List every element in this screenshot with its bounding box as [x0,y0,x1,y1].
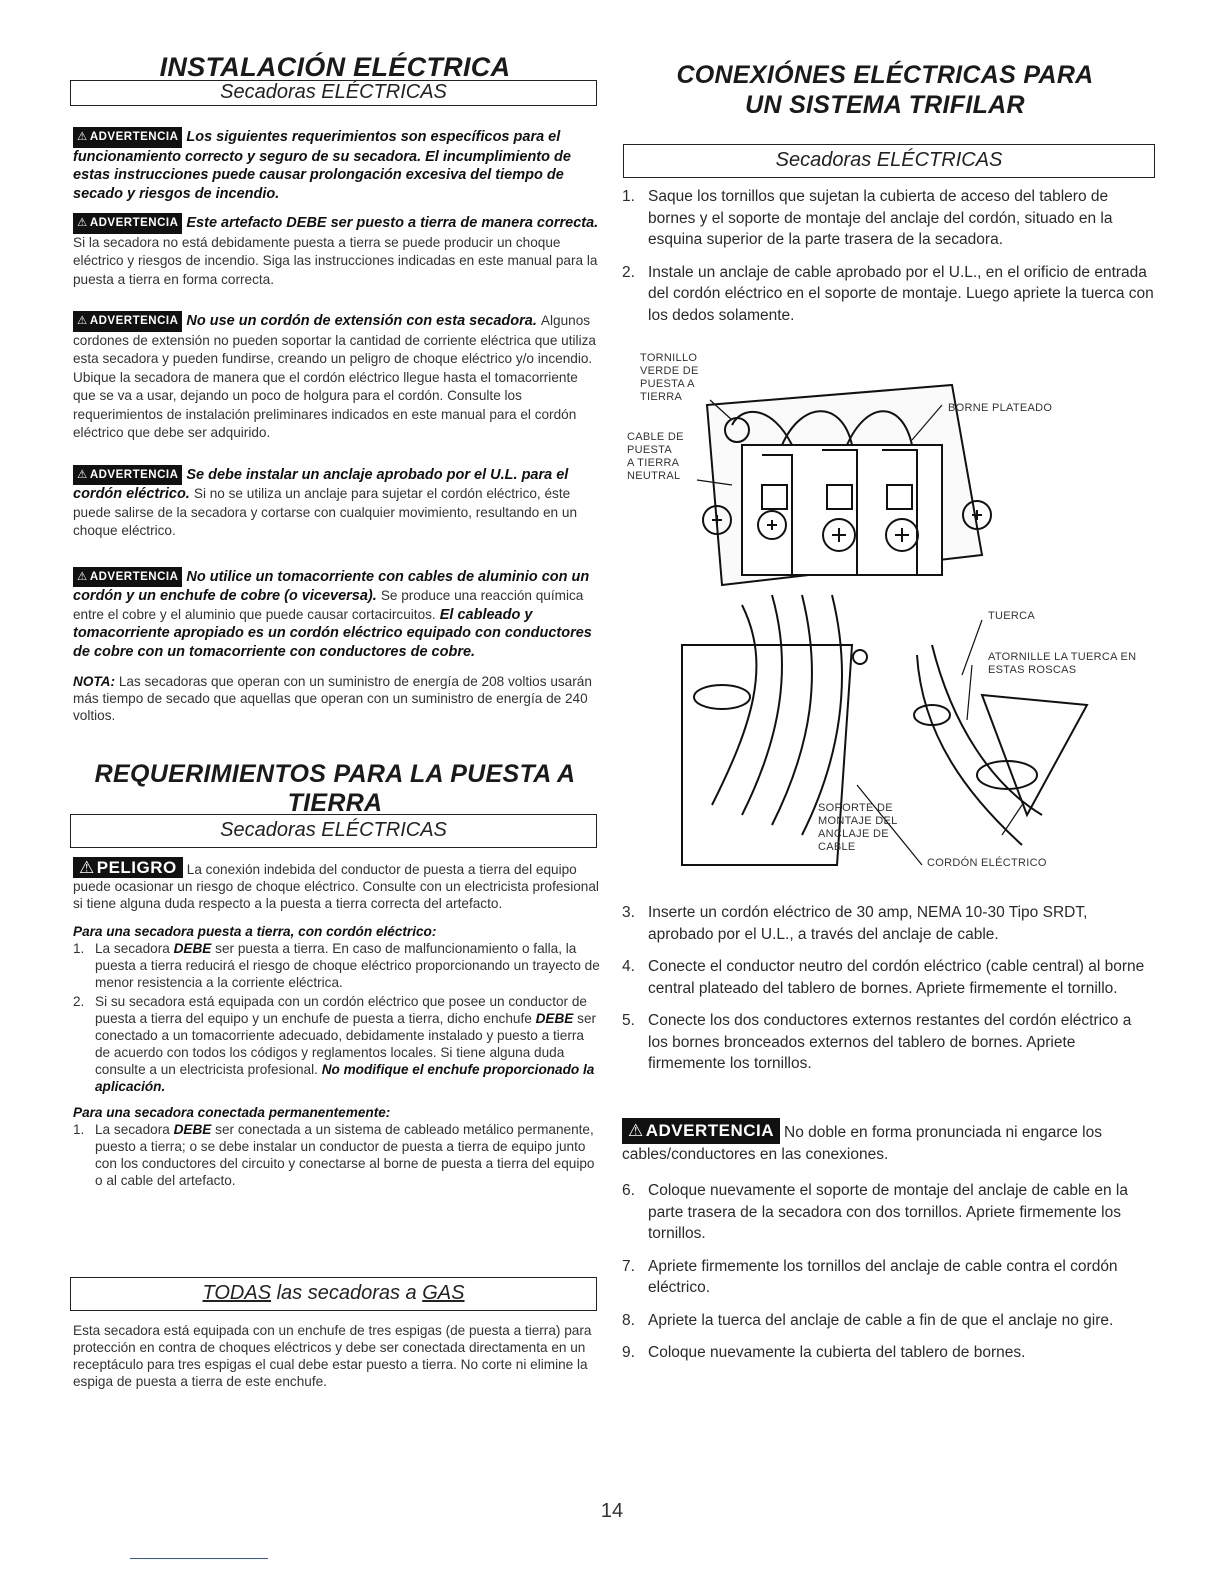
label-soporte: SOPORTE DE MONTAJE DEL ANCLAJE DE CABLE [818,802,898,853]
warning-5-bold2: El cableado y tomacorriente apropiado es un cordón eléctrico equipado con conductores de cobre con un tomacorriente con conductores de cobre. [73,606,592,660]
warning-right-text: No doble en forma pronunciada ni engarce los cables/conductores en las conexiones. [622,1124,1103,1163]
warning-5-text: Se produce una reacción química entre el cobre y el aluminio que puede causar cortacircuitos. [73,588,584,622]
section-title-puesta-a-tierra: REQUERIMIENTOS PARA LA PUESTA A TIERRA [94,760,576,817]
warning-5 [73,567,601,662]
warning-2-bold: Este artefacto DEBE ser puesto a tierra de manera correcta. [186,215,599,231]
list-item: 2. Instale un anclaje de cable aprobado por el U.L., en el orificio de entrada del cordón eléctrico en el soporte de montaje. Luego apriete la tuerca con los dedos solamente. [622,263,1154,324]
danger-block [73,857,601,912]
warning-badge: ⚠ ADVERTENCIA [73,465,182,486]
box-heading-secadoras-2: Secadoras ELÉCTRICAS [70,814,597,848]
list-item: 4. Conecte el conductor neutro del cordón eléctrico (cable central) al borne central plateado del tablero de bornes. Apriete firmemente el tornillo. [622,958,1145,997]
subheading-permanent: Para una secadora conectada permanentemente: [73,1105,391,1120]
gas-text: Esta secadora está equipada con un enchufe de tres espigas (de puesta a tierra) para protección en contra de choques eléctricos y debe ser conectada directamenta en un receptáculo para tres espigas el cual debe estar puesto a tierra. No corte ni elimine la espiga de puesta a tierra de este enchufe. [73,1323,592,1389]
warning-1-text: Los siguientes requerimientos son específicos para el funcionamiento correcto y seguro de su secadora. El incumplimiento de estas instrucciones puede causar prolongación excesiva del tiempo de secado y riesgos de incendio. [73,129,571,202]
subheading-cord: Para una secadora puesta a tierra, con cordón eléctrico: [73,924,437,939]
warning-4 [73,465,601,541]
gas-head-gas: GAS [422,1282,465,1304]
warning-4-text: Si no se utiliza un anclaje para sujetar el cordón eléctrico, éste puede salirse de la secadora y cortarse con cualquier movimiento, resultando en un choque eléctrico. [73,486,578,538]
nota [73,673,601,724]
label-cable: CABLE DE PUESTA A TIERRA NEUTRAL [627,431,684,482]
label-tuerca: TUERCA [988,610,1036,622]
danger-badge: ⚠ PELIGRO [73,857,183,878]
box-heading-gas [70,1277,597,1311]
warning-triangle-icon: ⚠ [79,858,95,877]
title-line-2: UN SISTEMA TRIFILAR [745,91,1025,119]
list-item: 8. Apriete la tuerca del anclaje de cable a fin de que el anclaje no gire. [622,1311,1114,1329]
warning-triangle-icon: ⚠ [77,570,88,583]
box-heading-secadoras-right: Secadoras ELÉCTRICAS [623,144,1155,178]
list-item: 2. Si su secadora está equipada con un cordón eléctrico que posee un conductor de puesta a tierra del equipo y un enchufe de puesta a tierra, dicho enchufe DEBE ser conectado a un tomacorriente adecuado, debidamente instalado y puesto a tierra de acuerdo con todos los códigos y reglamentos locales. Si tiene alguna duda consulte a un electricista profesional. No modifique el enchufe proporcionado la aplicación. [73,994,597,1094]
list-item: 3. Inserte un cordón eléctrico de 30 amp, NEMA 10-30 Tipo SRDT, aprobado por el U.L., a través del anclaje de cable. [622,904,1088,943]
section-title-conexiones [620,60,1150,120]
list-item: 7. Apriete firmemente los tornillos del anclaje de cable contra el cordón eléctrico. [622,1257,1118,1296]
danger-text: La conexión indebida del conductor de puesta a tierra del equipo puede ocasionar un riesgo de choque eléctrico. Consulte con un electricista profesional si tiene alguna duda respecto a la puesta a tierra correcta del artefacto. [73,862,599,911]
warning-2 [73,213,601,289]
gas-head-mid: las secadoras a [271,1282,423,1304]
warning-3-bold: No use un cordón de extensión con esta secadora. [186,313,537,329]
list-item: 1. Saque los tornillos que sujetan la cubierta de acceso del tablero de bornes y el soporte de montaje del anclaje del cordón, situado en la esquina superior de la parte trasera de la secadora. [622,188,1113,248]
list-item: 5. Conecte los dos conductores externos restantes del cordón eléctrico a los bornes bronceados externos del tablero de bornes. Apriete firmemente los tornillos. [622,1012,1132,1072]
ground-column [73,857,601,1191]
warning-triangle-icon: ⚠ [77,315,88,327]
warning-4-bold: Se debe instalar un anclaje aprobado por el U.L. para el cordón eléctrico. [73,466,569,502]
steps-c [622,1180,1154,1375]
warning-5-bold: No utilice un tomacorriente con cables de aluminio con un cordón y un enchufe de cobre (o viceversa). [73,568,590,604]
steps-a [622,186,1154,337]
list-item: 1. La secadora DEBE ser puesta a tierra. En caso de malfuncionamiento o falla, la puesta a tierra reducirá el riesgo de choque eléctrico proporcionando un trayecto de menor resistencia a la corriente eléctrica. [73,941,600,990]
warning-triangle-icon: ⚠ [77,131,88,143]
nota-label: NOTA: [73,674,116,689]
left-column [73,127,601,724]
label-cordon: CORDÓN ELÉCTRICO [927,857,1047,869]
list-item: 6. Coloque nuevamente el soporte de montaje del anclaje de cable en la parte trasera de la secadora con dos tornillos. Apriete firmemente los tornillos. [622,1182,1128,1242]
cord-list [73,940,601,1095]
section-title-instalacion: INSTALACIÓN ELÉCTRICA [159,52,511,82]
warning-3-text: Algunos cordones de extensión no pueden soportar la cantidad de corriente eléctrica que utiliza esta secadora y pueden fundirse, creando un peligro de choque eléctrico y/o incendio. Ubique la secadora de manera que el cordón eléctrico llegue hasta el tomacorriente que se va a usar, dejando un poco de holgura para el cordón. Consulte los requerimientos de instalación preliminares indicados en este manual para el cordón eléctrico que debe ser adquirido. [73,313,596,440]
warning-2-text: Si la secadora no está debidamente puesta a tierra se puede producir un choque eléctrico y riesgos de incendio. Siga las instrucciones indicadas en este manual para la puesta a tierra en forma correcta. [73,234,598,287]
nota-text: Las secadoras que operan con un suministro de energía de 208 voltios usarán más tiempo de secado que aquellas que operan con un suministro de energía de 240 voltios. [73,674,592,723]
warning-badge: ⚠ ADVERTENCIA [73,567,182,588]
label-tornillo: TORNILLO VERDE DE PUESTA A TIERRA [640,352,699,403]
permanent-list [73,1121,601,1189]
warning-triangle-icon: ⚠ [77,217,88,229]
label-borne-plateado: BORNE PLATEADO [948,402,1053,414]
warning-3 [73,311,601,443]
footer-rule [130,1558,268,1559]
title-line-1: CONEXIÓNES ELÉCTRICAS PARA [676,61,1094,89]
warning-badge: ⚠ ADVERTENCIA [73,311,182,332]
page-number: 14 [600,1500,624,1522]
warning-triangle-icon: ⚠ [628,1121,644,1140]
list-item: 1. La secadora DEBE ser conectada a un sistema de cableado metálico permanente, puesto a tierra; o se debe instalar un conductor de puesta a tierra de equipo junto con los conductores del circuito y conectarse al borne de puesta a tierra del equipo o al cable del artefacto. [73,1122,595,1188]
warning-right [622,1118,1154,1165]
warning-badge: ⚠ ADVERTENCIA [73,213,182,234]
steps-b [622,902,1154,1086]
gas-head-todas: TODAS [202,1282,272,1304]
terminal-block-diagram [622,345,1162,885]
warning-triangle-icon: ⚠ [77,468,88,481]
warning-badge: ⚠ ADVERTENCIA [73,127,182,148]
list-item: 9. Coloque nuevamente la cubierta del tablero de bornes. [622,1344,1026,1361]
warning-badge: ⚠ ADVERTENCIA [622,1118,780,1144]
warning-1 [73,127,601,203]
box-heading-secadoras: Secadoras ELÉCTRICAS [70,80,597,106]
label-atornille: ATORNILLE LA TUERCA EN ESTAS ROSCAS [988,651,1137,676]
